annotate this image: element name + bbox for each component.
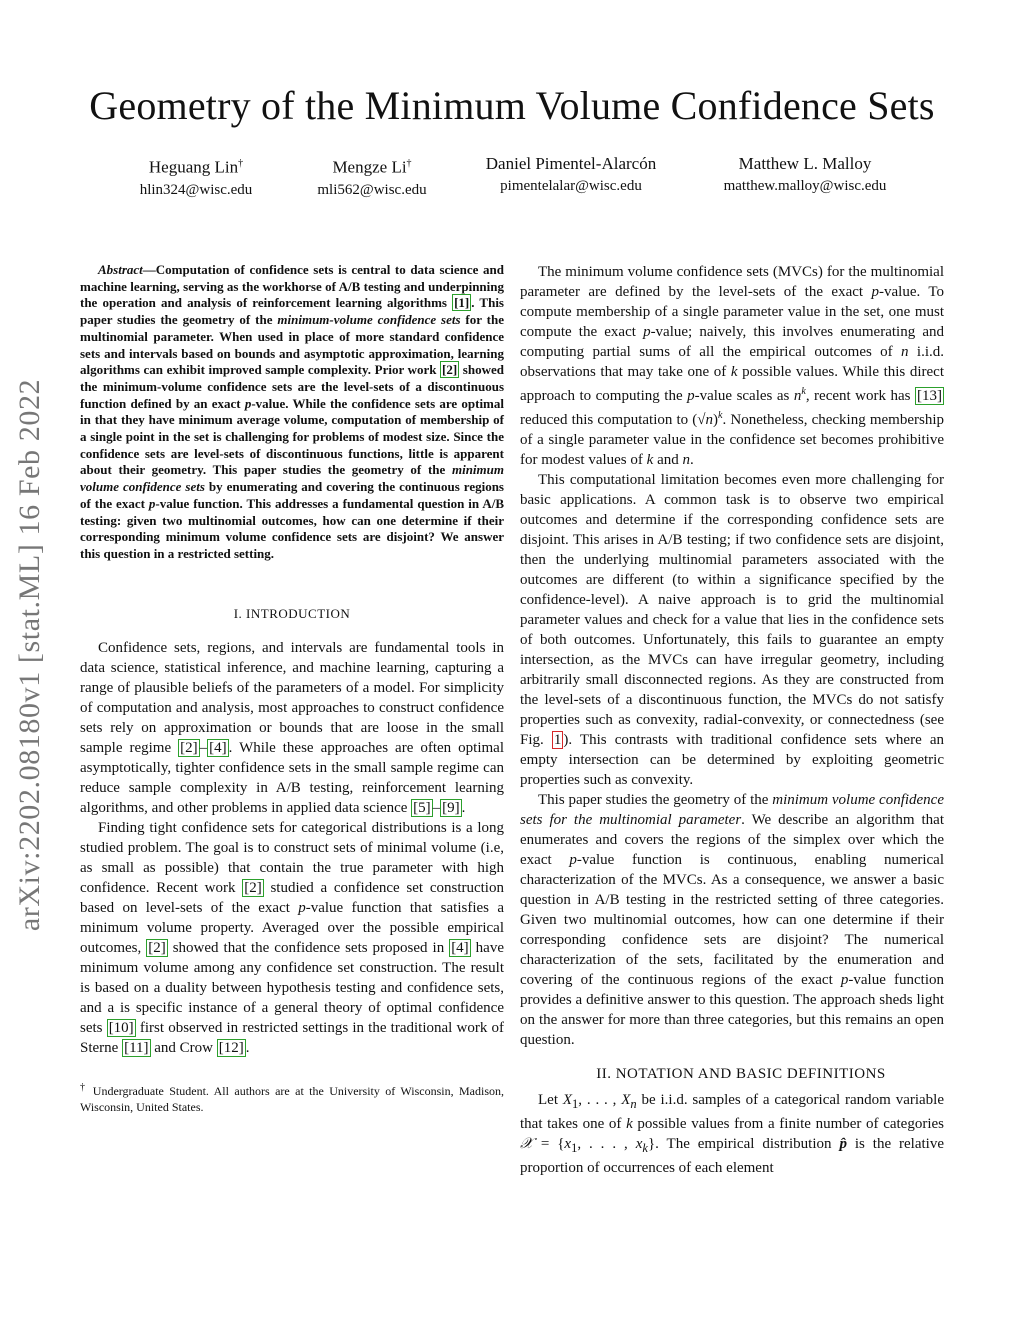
text: The minimum volume confidence sets (MVCs) for the multinomial parameter are defined by the level-sets of the exact	[520, 264, 944, 300]
math-var: p	[871, 284, 879, 300]
text: This paper studies the geometry of the	[538, 792, 773, 808]
author-mark: †	[406, 158, 412, 169]
citation-link[interactable]: [2]	[148, 939, 166, 956]
text: be i.i.d. samples of a categorical random variable that takes one of	[520, 1092, 944, 1132]
math-var: n	[682, 452, 690, 468]
abstract-text: by enumerating and covering the continuous regions of the exact	[80, 479, 504, 511]
paragraph	[520, 470, 944, 790]
text: possible values from a finite number of categories	[632, 1116, 944, 1132]
arxiv-stamp: arXiv:2202.08180v1 [stat.ML] 16 Feb 2022	[13, 378, 46, 932]
abstract-emphasis: minimum-volume confidence sets	[277, 312, 461, 328]
text: reduced this computation to (√	[520, 412, 706, 428]
abstract-label: Abstract	[98, 262, 143, 277]
math-var: p	[840, 972, 849, 988]
paragraph	[80, 818, 504, 1058]
math-var: k	[626, 1116, 633, 1132]
text: .	[461, 799, 466, 816]
citation-link[interactable]: [2]	[442, 362, 458, 378]
paragraph	[520, 262, 944, 470]
abstract-text: . This paper studies the geometry of the	[80, 295, 504, 328]
paragraph	[520, 790, 944, 1050]
math-sub: k	[642, 1141, 648, 1155]
text: . We describe an algorithm that enumerates and covers the regions of the simplex over which the exact	[520, 812, 944, 868]
text: . While these approaches are often optimal asymptotically, tighter confidence sets in the small sample regime can reduce sample complexity in A/B testing, reinforcement learning algorithms, and other problems in applied data science	[80, 739, 505, 816]
math-var: p	[244, 395, 252, 411]
text: studied a confidence set construction based on level-sets of the exact	[80, 879, 504, 916]
abstract-text: —Computation of confidence sets is central to data science and machine learning, serving as the workhorse of A/B testing and underpinning the operation and analysis of reinforcement learning algorithms	[80, 262, 504, 311]
author-1	[96, 152, 296, 200]
math-var: p	[148, 495, 156, 511]
text: . Nonetheless, checking membership of a single parameter value in the confidence set becomes prohibitive for modest values of	[520, 412, 944, 468]
author-email: matthew.malloy@wisc.edu	[723, 178, 887, 194]
citation-link[interactable]: [4]	[451, 939, 469, 956]
math-var: p	[298, 899, 306, 916]
text: have minimum volume among any confidence set construction. The result is based on a duality between hypothesis testing and confidence sets, and a is specific instance of a general theory of optimal confidence sets	[80, 939, 504, 1036]
left-column	[80, 262, 504, 1115]
abstract-emphasis: minimum volume confidence sets	[80, 462, 504, 495]
text: and Crow	[150, 1039, 217, 1056]
author-mark: †	[238, 158, 244, 169]
author-block	[0, 152, 1024, 202]
math-var: X	[562, 1092, 573, 1108]
citation-link[interactable]: [1]	[454, 295, 470, 311]
text: showed that the confidence sets proposed in	[167, 939, 450, 956]
math-var: 𝒳	[520, 1136, 533, 1152]
text: This computational limitation becomes even more challenging for basic applications. A common task is to observe two empirical outcomes and determine if the corresponding confidence sets are disjoint. This arises in A/B testing; if two confidence sets are disjoint, then the underlying multinomial parameters associated with the outcomes are different (to within a significance specified by the confidence-level). A naive approach is to grid the multinomial parameter values and check for a value that lies in the confidence sets of both outcomes. Unfortunately, this fails to guarantee an empty intersection, as the MVCs can have irregular geometry, including arbitrarily small disconnected regions. As they are constructed from the level-sets of a discontinuous function, the MVCs do not satisfy properties such as convexity, radial-convexity, or connectedness (see Fig.	[520, 472, 944, 748]
text: , . . . ,	[577, 1136, 636, 1152]
author-email: mli562@wisc.edu	[317, 181, 427, 198]
author-name: Heguang Lin	[148, 157, 239, 177]
citation-link[interactable]: [10]	[108, 1019, 134, 1036]
math-var: k	[646, 452, 654, 468]
text: and	[653, 452, 683, 468]
text: .	[245, 1039, 250, 1056]
author-name: Daniel Pimentel-Alarcón	[485, 154, 657, 173]
text: i.i.d. observations that may take one of	[520, 344, 944, 380]
author-3	[471, 152, 671, 196]
math-var: p	[687, 388, 695, 404]
citation-link[interactable]: [9]	[442, 799, 460, 816]
text: possible values. While this direct approach to computing the	[520, 364, 945, 404]
text: -value. To compute membership of a single parameter value in the set, one must compute the exact	[520, 284, 944, 340]
math-var: n	[793, 388, 802, 404]
citation-link[interactable]: [12]	[218, 1039, 244, 1056]
math-var: p	[569, 852, 577, 868]
text: }. The empirical distribution	[647, 1136, 840, 1152]
text: , . . . ,	[578, 1092, 622, 1108]
math-var: X	[621, 1092, 631, 1108]
citation-link[interactable]: [2]	[244, 879, 262, 896]
author-name: Matthew L. Malloy	[738, 154, 872, 173]
text: first observed in restricted settings in the traditional work of Sterne	[80, 1019, 505, 1056]
paper-title: Geometry of the Minimum Volume Confidence Sets	[89, 83, 935, 128]
paragraph	[520, 1090, 944, 1178]
abstract-text: -value. While the confidence sets are optimal in that they have minimum average volume, computation of membership of a single point in the set is challenging for problems of modest size. Since the confidence sets are level-sets of discontinuous functions, little is apparent about their geometry. This paper studies the geometry of the	[80, 395, 504, 478]
abstract	[80, 262, 504, 563]
text: ). This contrasts with traditional confidence sets where an empty intersection can be determined by exploiting geometric properties such as convexity.	[520, 732, 944, 788]
abstract-text: for the multinomial parameter. When used in place of more standard confidence sets and intervals based on bounds and asymptotic approximation, learning algorithms can exhibit improved sample complexity. Prior work	[80, 312, 504, 378]
citation-link[interactable]: [5]	[413, 799, 431, 816]
math-var: k	[730, 364, 738, 380]
citation-link[interactable]: [13]	[917, 388, 942, 404]
text: –	[199, 739, 208, 756]
text: -value scales as	[694, 388, 794, 404]
text: Finding tight confidence sets for categorical distributions is a long studied problem. The goal is to construct sets of minimal volume (i.e, as small as possible) that contain the true parameter with high confidence. Recent work	[80, 819, 504, 896]
text: -value function is continuous, enabling numerical characterization of the MVCs. As a consequence, we answer a basic question in A/B testing in the restricted setting of three categories. Given two multinomial outcomes, how can one determine if their corresponding confidence sets are disjoint? The numerical characterization of the sets, facilitated by the enumeration and covering of the continuous regions of the exact	[520, 852, 945, 988]
citation-link[interactable]: [2]	[180, 739, 198, 756]
right-column	[520, 262, 944, 1178]
math-var: n	[901, 344, 909, 360]
text: .	[689, 452, 694, 468]
math-var: x	[635, 1136, 643, 1152]
footnote-text: Undergraduate Student. All authors are at the University of Wisconsin, Madison, Wisconsin, United States.	[80, 1083, 504, 1114]
math-var: n	[705, 412, 714, 428]
author-2	[272, 152, 472, 200]
text: is the relative proportion of occurrences of each element	[520, 1136, 945, 1176]
math-sub: 1	[571, 1141, 578, 1155]
section-heading: I. INTRODUCTION	[233, 605, 351, 621]
footnote-mark: †	[80, 1081, 88, 1093]
paragraph	[80, 638, 504, 818]
text: -value function provides a definitive answer to this question. The approach sheds light on the answer for more than three categories, but this remains an open question.	[520, 972, 944, 1048]
section-1-body	[80, 638, 504, 1058]
math-var: x	[564, 1136, 572, 1152]
text: -value; naively, this involves enumerating and computing partial sums of all the empirical outcomes of	[520, 324, 944, 360]
author-name: Mengze Li	[332, 157, 407, 177]
text: )	[713, 412, 719, 428]
math-var: p	[643, 324, 651, 340]
abstract-text: -value function. This addresses a fundamental question in A/B testing: given two multinomial outcomes, how can one determine if their corresponding minimum volume confidence sets are disjoint? We answer this question in a restricted setting.	[80, 495, 505, 561]
math-sup: k	[718, 410, 723, 421]
text: = {	[532, 1136, 565, 1152]
section-heading: II. NOTATION AND BASIC DEFINITIONS	[596, 1066, 886, 1082]
math-sup: k	[801, 386, 806, 397]
author-email: hlin324@wisc.edu	[139, 181, 253, 198]
author-email: pimentelalar@wisc.edu	[500, 178, 642, 194]
math-sub: n	[630, 1097, 637, 1111]
text: -value function that satisfies a minimum volume property. Averaged over the possible empirical outcomes,	[80, 899, 504, 956]
text: Let	[538, 1092, 563, 1108]
citation-link[interactable]: [11]	[124, 1039, 149, 1056]
figure-link[interactable]: 1	[553, 732, 562, 748]
citation-link[interactable]: [4]	[209, 739, 227, 756]
text: , recent work has	[805, 388, 915, 404]
math-sub: 1	[572, 1097, 579, 1111]
math-var: p̂	[839, 1136, 847, 1152]
author-4	[705, 152, 905, 196]
text: Confidence sets, regions, and intervals are fundamental tools in data science, statistical inference, and machine learning, capturing a range of plausible beliefs of the parameters of a model. For simplicity of computation and analysis, most approaches to construct confidence sets rely on approximation or bounds that are loose in the small sample regime	[80, 639, 504, 756]
footnote	[80, 1080, 504, 1115]
emphasis: minimum volume confidence sets for the multinomial parameter	[520, 792, 945, 828]
abstract-text: showed the minimum-volume confidence sets are the level-sets of a discontinuous function defined by an exact	[80, 362, 504, 411]
text: –	[432, 799, 441, 816]
